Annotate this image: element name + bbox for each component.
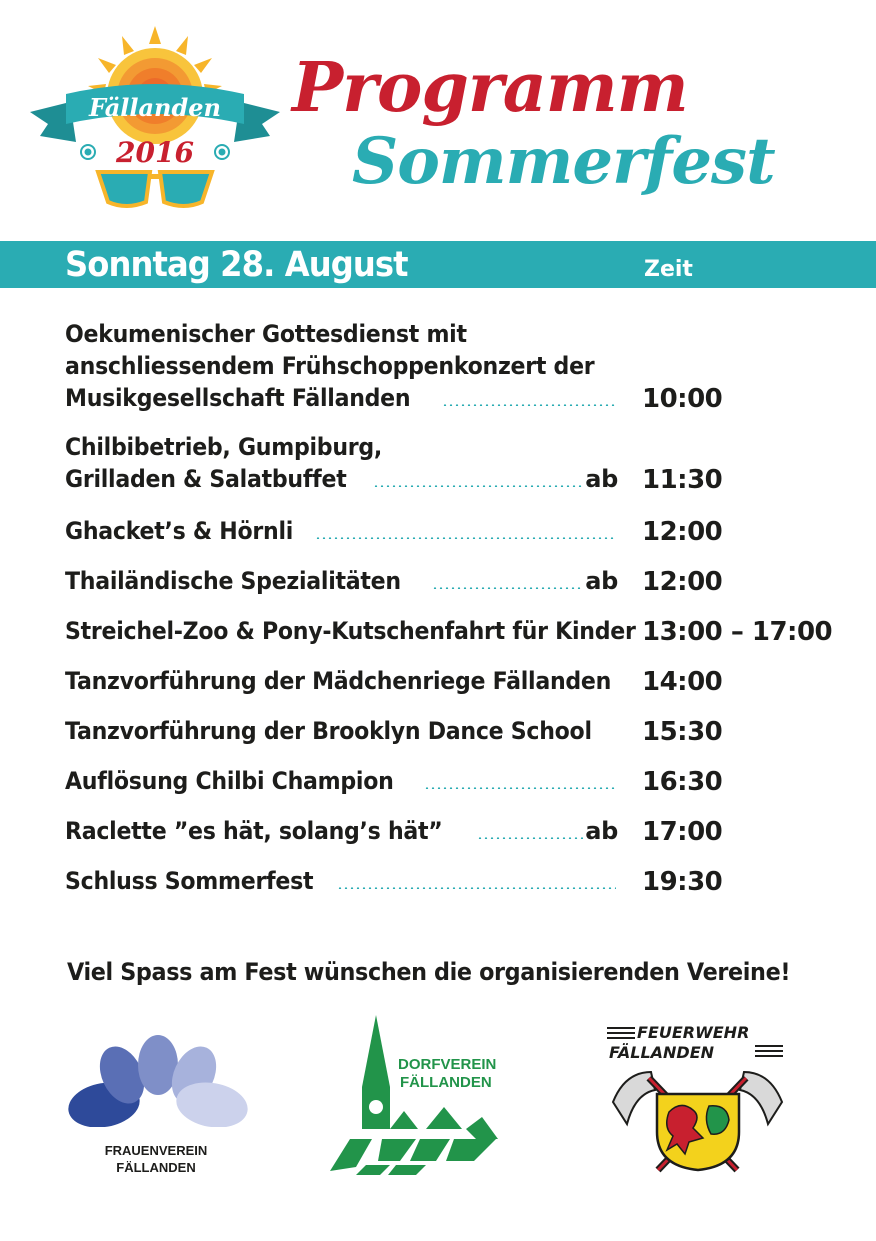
schedule-description-line: Chilbibetrieb, Gumpiburg, [65,433,383,461]
logo-town-label: Fällanden [88,93,222,122]
title-programm: Programm [292,48,688,128]
schedule-description-line: Tanzvorführung der Brooklyn Dance School [65,717,592,745]
schedule-description [65,765,618,797]
schedule-time: 14:00 [642,667,723,697]
feuerwehr-label-2: FÄLLANDEN [609,1043,715,1062]
schedule-description-line: Musikgesellschaft Fällanden [65,384,411,412]
schedule-description-line: Auflösung Chilbi Champion [65,767,394,795]
schedule-time: 16:30 [642,767,723,797]
schedule-time: 13:00 – 17:00 [642,617,833,647]
schedule-time: 17:00 [642,817,723,847]
event-date: Sonntag 28. August [65,245,408,285]
church-icon [330,1015,498,1175]
schedule-description [65,715,618,747]
dot-leader [315,537,616,539]
closing-message: Viel Spass am Fest wünschen die organisierenden Vereine! [67,958,791,986]
title-sommerfest: Sommerfest [352,124,775,199]
schedule-description-line: Streichel-Zoo & Pony-Kutschenfahrt für Kinder [65,617,636,645]
frauenverein-label-1: FRAUENVEREIN [104,1143,208,1158]
schedule-description-line: Thailändische Spezialitäten [65,567,401,595]
schedule-description [65,431,618,495]
dot-leader [477,837,583,839]
from-label: ab [585,567,618,595]
schedule-description [65,665,618,697]
from-label: ab [585,817,618,845]
dot-leader [424,787,616,789]
schedule-time: 10:00 [642,384,723,414]
schedule-time: 19:30 [642,867,723,897]
feuerwehr-logo [605,1020,790,1180]
schedule-description-line: Ghacket’s & Hörnli [65,517,294,545]
dorfverein-label-2: FÄLLANDEN [400,1074,492,1091]
time-column-header: Zeit [644,257,693,282]
schedule-description-line: Grilladen & Salatbuffet [65,465,347,493]
dorfverein-label-1: DORFVEREIN [398,1056,497,1073]
feuerwehr-label-1: FEUERWEHR [637,1023,750,1042]
frauenverein-logo [66,1035,250,1180]
schedule-description [65,565,618,597]
schedule-time: 12:00 [642,567,723,597]
sunglasses-icon [98,172,212,206]
coat-of-arms-icon [657,1094,739,1170]
dorfverein-logo [326,1015,506,1177]
logo-year-label: 2016 [116,136,194,169]
schedule-description-line: Schluss Sommerfest [65,867,314,895]
schedule-description-line: anschliessendem Frühschoppenkonzert der [65,352,595,380]
schedule-description [65,865,618,897]
peacock-icon [66,1035,250,1147]
schedule-description-line: Raclette ”es hät, solang’s hät” [65,817,443,845]
dot-leader [442,404,616,406]
schedule-description [65,615,636,647]
schedule-description [65,515,618,547]
dot-leader [432,587,583,589]
schedule-description-line: Oekumenischer Gottesdienst mit [65,320,467,348]
frauenverein-label-2: FÄLLANDEN [116,1160,196,1175]
schedule-description-line: Tanzvorführung der Mädchenriege Fällanden [65,667,612,695]
schedule-time: 15:30 [642,717,723,747]
schedule-time: 11:30 [642,465,723,495]
from-label: ab [585,465,618,493]
dot-leader [337,887,616,889]
sommerfest-logo [30,24,280,214]
schedule-description [65,815,618,847]
dot-leader [373,485,583,487]
schedule-description [65,318,618,414]
schedule-time: 12:00 [642,517,723,547]
